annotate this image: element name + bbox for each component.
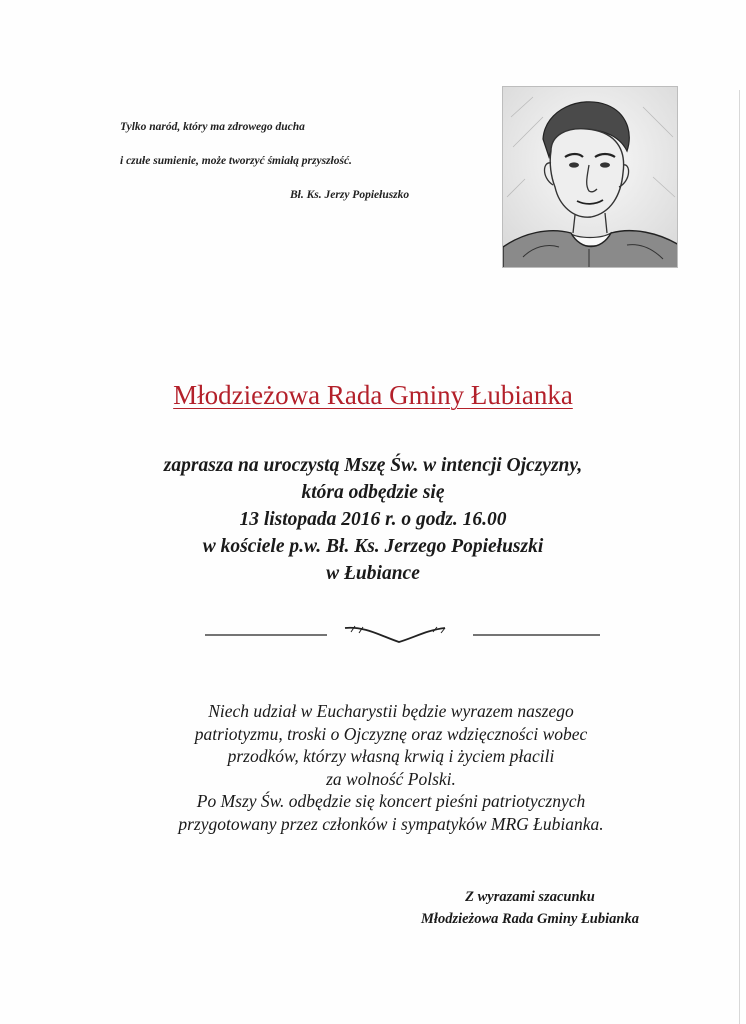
- invitation-town: w Łubiance: [326, 563, 420, 584]
- signature-closing: Z wyrazami szacunku: [465, 889, 595, 905]
- invitation-line-1: zaprasza na uroczystą Mszę Św. w intencji Ojczyzny,: [163, 455, 583, 476]
- body-line-5: Po Mszy Św. odbędzie się koncert pieśni patriotycznych: [196, 791, 586, 812]
- body-line-4: za wolność Polski.: [326, 768, 456, 789]
- invitation-place: w kościele p.w. Bł. Ks. Jerzego Popiełuszki: [202, 536, 544, 557]
- body-line-6: przygotowany przez członków i sympatyków MRG Łubianka.: [178, 813, 604, 834]
- ornament-divider-icon: [205, 618, 600, 652]
- body-line-2: patriotyzmu, troski o Ojczyznę oraz wdzięczności wobec: [194, 723, 588, 744]
- invitation-date: 13 listopada 2016 r. o godz. 16.00: [239, 509, 507, 530]
- quote-line-2: i czułe sumienie, może tworzyć śmiałą przyszłość.: [120, 155, 352, 167]
- body-text: [0, 700, 746, 836]
- body-line-1: Niech udział w Eucharystii będzie wyrazem naszego: [208, 701, 574, 721]
- quote-author: Bł. Ks. Jerzy Popiełuszko: [290, 189, 410, 201]
- signature-name: Młodzieżowa Rada Gminy Łubianka: [421, 911, 639, 927]
- signature-block: [340, 886, 720, 930]
- invitation-text: [0, 452, 746, 587]
- quote-line-1: Tylko naród, który ma zdrowego ducha: [120, 121, 305, 133]
- priest-portrait-icon: [503, 87, 678, 268]
- page-title: Młodzieżowa Rada Gminy Łubianka: [173, 380, 573, 410]
- body-line-3: przodków, którzy własną krwią i życiem płacili: [227, 746, 555, 767]
- invitation-line-2: która odbędzie się: [301, 482, 445, 503]
- priest-portrait: [502, 86, 678, 268]
